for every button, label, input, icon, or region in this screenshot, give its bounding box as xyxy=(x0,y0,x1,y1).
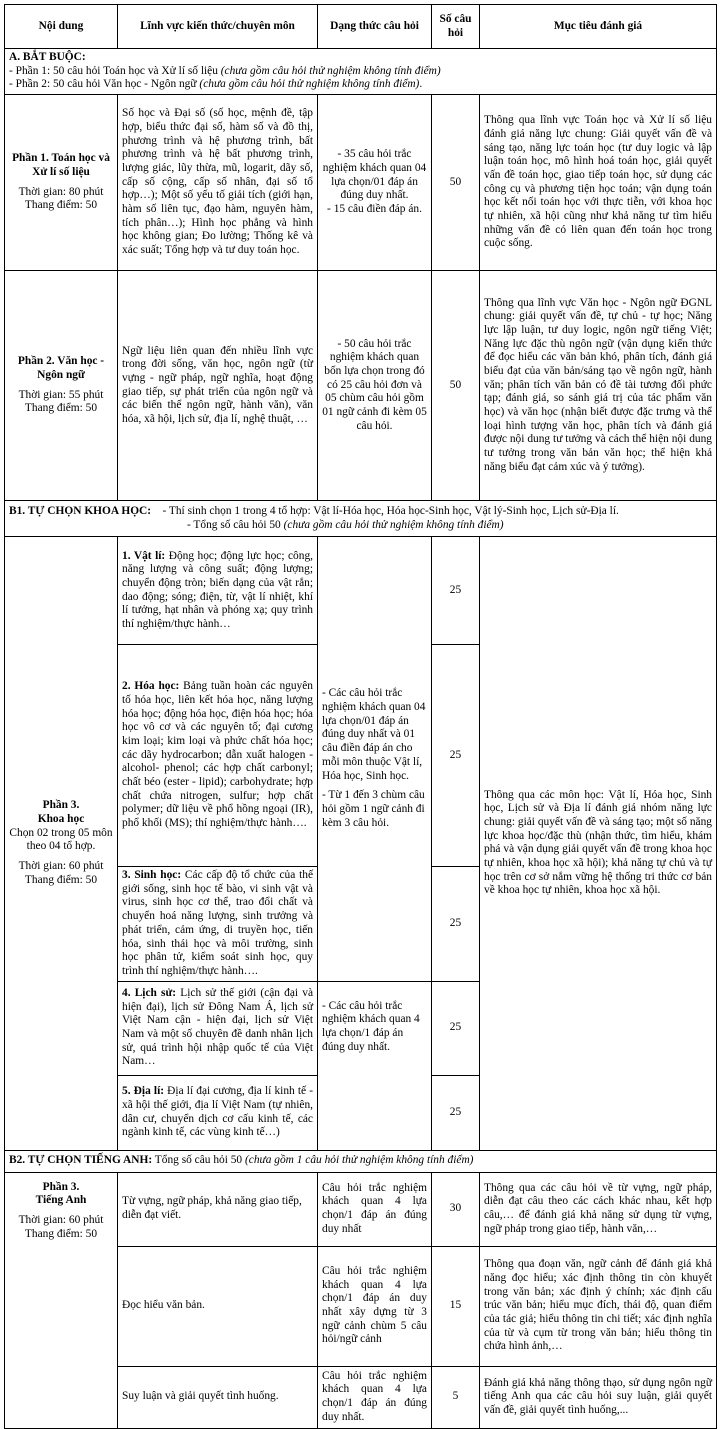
part-3-english-time: Thời gian: 60 phút xyxy=(18,1213,104,1226)
english-vocab-row xyxy=(5,1172,717,1246)
subject-physics-count: 25 xyxy=(432,537,480,645)
section-a-line-2-note: (chưa gồm câu hỏi thử nghiệm không tính điểm) xyxy=(199,78,420,91)
header-goal: Mục tiêu đánh giá xyxy=(480,5,717,49)
subject-geography xyxy=(118,1075,318,1150)
part-1-format-1: - 35 câu hỏi trắc nghiệm khách quan 04 lựa chọn/01 đáp án đúng duy nhất. xyxy=(322,148,427,202)
section-a-row xyxy=(5,49,717,95)
part-1-format-2: - 15 câu điền đáp án. xyxy=(327,203,422,216)
section-b1-cell xyxy=(5,501,717,537)
header-field: Lĩnh vực kiến thức/chuyên môn xyxy=(118,5,318,49)
section-a-cell xyxy=(5,49,717,95)
part-1-title: Phần 1. Toán học và Xử lí số liệu xyxy=(12,152,110,178)
part-2-goal: Thông qua lĩnh vực Văn học - Ngôn ngữ ĐGNL chung: giải quyết vấn đề, tự chủ - tự học; Năng lực lập luận, tư duy logic, ngôn ngữ tiếng Việt; Năng lực đặc thù ngôn ngữ (vận dụng kiến thức để đọc hiểu các văn bản khó, phân tích, đánh giá biểu đạt của văn bản/sáng tạo về ngôn ngữ, hành văn; phân tích văn bản có đề tài tương đối phức tạp; đánh giá, so sánh giá trị của tác phẩm văn học) và văn học (nhận biết được đặc trưng và thể loại hình tượng văn học, phân tích và đánh giá được nội dung tư tưởng và cách thể hiện nội dung tư tưởng trong văn bản văn học; thể hiện khả năng biểu đạt cảm xúc và ý tưởng). xyxy=(480,271,717,501)
section-a-line-1-text: - Phần 1: 50 câu hỏi Toán học và Xử lí số liệu xyxy=(9,64,221,77)
section-a-title: A. BẮT BUỘC: xyxy=(9,51,86,63)
part-2-title: Phần 2. Văn học - Ngôn ngữ xyxy=(17,355,105,381)
part-3-physics-row xyxy=(5,537,717,645)
part-1-format xyxy=(318,95,432,271)
subject-biology xyxy=(118,867,318,982)
english-vocab-goal: Thông qua các câu hỏi về từ vựng, ngữ pháp, diễn đạt câu theo các cách khác nhau, kết hợp câu,… để đánh giá khả năng sử dụng từ vựng, ngữ pháp trong giao tiếp, hành văn,… xyxy=(480,1172,717,1246)
part-3-choose: Chọn 02 trong 05 môn theo 04 tổ hợp. xyxy=(9,826,113,853)
english-vocab-format: Câu hỏi trắc nghiệm khách quan 4 lựa chọn/1 đáp án đúng duy nhất xyxy=(318,1172,432,1246)
part-3-english-content xyxy=(5,1172,118,1428)
subject-chemistry-text: Bảng tuần hoàn các nguyên tố hóa học, liên kết hóa học, năng lượng hóa học; động hóa học, điện hóa học; hóa học vô cơ và các nguyên tố; đại cương kim loại; kim loại và phức chất hóa học; các dãy hydrocarbon; dẫn xuất halogen - alcohol- phenol; các hợp chất carbonyl; chất béo (ester - lipid); carbohydrate; hợp chất chứa nitrogen, sulfur; hợp chất polymer; dữ liệu về phổ hồng ngoại (IR), phổ khối (MS); thí nghiệm/thực hành…. xyxy=(122,680,313,830)
subject-geography-text: Địa lí đại cương, địa lí kinh tế - xã hội thế giới, địa lí Việt Nam (tự nhiên, dân cư, chuyển dịch cơ cấu kinh tế, các ngành kinh tế, các vùng kinh tế…) xyxy=(122,1085,314,1139)
subject-biology-tag: 3. Sinh học: xyxy=(122,869,182,882)
part-3-goal: Thông qua các môn học: Vật lí, Hóa học, Sinh học, Lịch sử và Địa lí đánh giá nhóm năng lực chung: giải quyết vấn đề và sáng tạo; một số năng lực khoa học/đặc thù (nhận thức, tìm hiểu, khám phá và vận dụng giải quyết vấn đề trong khoa học tự nhiên, khoa học xã hội); khả năng tự chủ và tự học trên cơ sở nắm vững hệ thống tri thức cơ bản về khoa học tự nhiên, khoa học xã hội. xyxy=(480,537,717,1151)
subject-chemistry-tag: 2. Hóa học: xyxy=(122,680,180,693)
english-vocab-count: 30 xyxy=(432,1172,480,1246)
section-b2-total: Tổng số câu hỏi 50 xyxy=(152,1154,245,1167)
part-3-title-2: Khoa học xyxy=(37,812,85,825)
section-a-line-1-note: (chưa gồm câu hỏi thử nghiệm không tính điểm) xyxy=(220,64,441,77)
subject-biology-text: Các cấp độ tổ chức của thế giới sống, sinh học tế bào, vi sinh vật và virus, sinh học cơ thể, trao đổi chất và chuyển hoá năng lượng, sinh trưởng và phát triển, cảm ứng, di truyền học, tiến hóa, sinh thái học và môi trường, sinh học phân tử, kiểm soát sinh học, quy trình thí nghiệm/thực hành…. xyxy=(122,869,313,977)
section-a-line-1 xyxy=(9,65,712,79)
english-reading-field: Đọc hiểu văn bản. xyxy=(118,1246,318,1366)
part-1-goal: Thông qua lĩnh vực Toán học và Xử lí số liệu đánh giá năng lực chung: Giải quyết vấn đề và sáng tạo, năng lực toán học (tư duy logic và lập luận toán học, mô hình hoá toán học, giải quyết vấn đề toán học, giao tiếp toán học, sử dụng các công cụ và phương tiện học toán; vận dụng toán học kết nối toán học với thực tiễn, với khoa học tự nhiên, xã hội cũng như khả năng tư tìm hiểu những vấn đề có liên quan đến toán học trong cuộc sống. xyxy=(480,95,717,271)
header-content: Nội dung xyxy=(5,5,118,49)
subject-biology-count: 25 xyxy=(432,867,480,982)
subject-history xyxy=(118,981,318,1075)
subject-history-text: Lịch sử thế giới (cận đại và hiện đại), lịch sử Đông Nam Á, lịch sử Việt Nam cận - hiện đại, lịch sử Việt Nam và một số chuyên đề danh nhân lịch sử, quá trình hội nhập quốc tế của Việt Nam… xyxy=(122,987,314,1068)
part-1-field: Số học và Đại số (số học, mệnh đề, tập hợp, biểu thức đại số, hàm số và đồ thị, phương trình và hệ phương trình, bất phương trình và hệ bất phương trình, lượng giác, lũy thừa, mũ, logarit, dãy số, cấp số cộng, cấp số nhân, đại số tổ hợp…); Một số yếu tố giải tích (giới hạn, hàm số liên tục, đạo hàm, nguyên hàm, tích phân…); Hình học phẳng và hình học không gian; Đo lường; Thống kê và xác suất; Tổng hợp và tư duy toán học. xyxy=(118,95,318,271)
section-a-line-2 xyxy=(9,78,712,92)
part-3-score: Thang điểm: 50 xyxy=(24,873,98,886)
part-2-format: - 50 câu hỏi trắc nghiệm khách quan bốn lựa chọn trong đó có 25 câu hỏi đơn và 05 chùm câu hỏi gồm 01 ngữ cảnh đi kèm 05 câu hỏi. xyxy=(318,271,432,501)
subject-chemistry-count: 25 xyxy=(432,645,480,867)
part-2-count: 50 xyxy=(432,271,480,501)
section-b1-choice: - Thí sinh chọn 1 trong 4 tổ hợp: Vật lí-Hóa học, Hóa học-Sinh học, Vật lý-Sinh học, Lịch sử-Địa lí. xyxy=(162,504,619,517)
part-1-content xyxy=(5,95,118,271)
english-reasoning-field: Suy luận và giải quyết tình huống. xyxy=(118,1366,318,1428)
section-b1-note: (chưa gồm câu hỏi thử nghiệm không tính điểm) xyxy=(283,518,504,531)
table-header-row xyxy=(5,5,717,49)
english-reasoning-goal: Đánh giá khả năng thông thạo, sử dụng ngôn ngữ tiếng Anh qua các câu hỏi suy luận, giải quyết vấn đề, giải quyết tình huống,... xyxy=(480,1366,717,1428)
english-vocab-field: Từ vựng, ngữ pháp, khả năng giao tiếp, diễn đạt viết. xyxy=(118,1172,318,1246)
subject-geography-count: 25 xyxy=(432,1075,480,1150)
section-b1-title: B1. TỰ CHỌN KHOA HỌC: xyxy=(9,504,152,517)
english-reading-goal: Thông qua đoạn văn, ngữ cảnh để đánh giá khả năng đọc hiểu; xác định thông tin còn khuyết trong văn bản; xác định ý chính; xác định cấu trúc văn bản; hiểu mục đích, thái độ, quan điểm của tác giả; hiểu thông tin chi tiết; xác định nghĩa của từ và cụm từ trong văn bản; hiểu thông tin chứa hình ảnh,… xyxy=(480,1246,717,1366)
part-1-time: Thời gian: 80 phút xyxy=(18,185,104,198)
part-3-content xyxy=(5,537,118,1151)
part-3-time: Thời gian: 60 phút xyxy=(18,860,104,872)
section-b1-line-1 xyxy=(9,505,712,519)
part-3-english-score: Thang điểm: 50 xyxy=(24,1227,98,1240)
subject-physics xyxy=(118,537,318,645)
part-3-english-title-1: Phần 3. xyxy=(42,1180,80,1193)
section-b2-note: (chưa gồm 1 câu hỏi thử nghiệm không tính điểm) xyxy=(244,1154,474,1167)
exam-structure-document xyxy=(4,4,716,1429)
section-a-line-2-text: - Phần 2: 50 câu hỏi Văn học - Ngôn ngữ xyxy=(9,78,200,91)
english-reading-format: Câu hỏi trắc nghiệm khách quan 4 lựa chọn/1 đáp án duy nhất xây dựng từ 3 ngữ cảnh chùm 5 câu hỏi/ngữ cảnh xyxy=(318,1246,432,1366)
section-b2-title: B2. TỰ CHỌN TIẾNG ANH: xyxy=(9,1154,153,1167)
subject-history-tag: 4. Lịch sử: xyxy=(122,987,177,999)
section-b2-row xyxy=(5,1150,717,1172)
part-2-score: Thang điểm: 50 xyxy=(24,402,98,415)
section-b1-row xyxy=(5,501,717,537)
subject-history-count: 25 xyxy=(432,981,480,1075)
part-1-count: 50 xyxy=(432,95,480,271)
part-3-title-1: Phần 3. xyxy=(42,799,80,812)
subject-physics-text: Động học; động lực học; công, năng lượng và công suất; động lượng; chuyển động tròn; biến dạng của vật rắn; dao động; sóng; điện, từ, vật lí nhiệt, khí lí tưởng, hạt nhân và phóng xạ; quy trình thí nghiệm/thực hành… xyxy=(122,549,313,630)
section-b1-total: - Tổng số câu hỏi 50 xyxy=(187,518,284,531)
part-3-science-format-2: - Từ 1 đến 3 chùm câu hỏi gồm 1 ngữ cảnh đi kèm 3 câu hỏi. xyxy=(322,789,425,829)
part-3-english-title-2: Tiếng Anh xyxy=(35,1194,87,1207)
part-2-content xyxy=(5,271,118,501)
part-2-time: Thời gian: 55 phút xyxy=(18,388,104,401)
part-2-row xyxy=(5,271,717,501)
header-format: Dạng thức câu hỏi xyxy=(318,5,432,49)
part-3-science-format xyxy=(318,537,432,982)
subject-physics-tag: 1. Vật lí: xyxy=(122,549,166,562)
english-reasoning-count: 5 xyxy=(432,1366,480,1428)
section-a-line-2-end: . xyxy=(419,78,423,91)
part-3-science-format-1: - Các câu hỏi trắc nghiệm khách quan 04 lựa chọn/01 đáp án đúng duy nhất và 01 câu điền đáp án cho mỗi môn thuộc Vật lí, Hóa học, Sinh học. xyxy=(322,687,426,782)
section-b1-line-2 xyxy=(9,519,712,533)
part-1-score: Thang điểm: 50 xyxy=(24,199,98,212)
section-b2-cell xyxy=(5,1150,717,1172)
english-reasoning-format: Câu hỏi trắc nghiệm khách quan 4 lựa chọn/1 đáp án đúng duy nhất. xyxy=(318,1366,432,1428)
english-reading-count: 15 xyxy=(432,1246,480,1366)
exam-structure-table xyxy=(4,4,717,1429)
part-1-row xyxy=(5,95,717,271)
part-3-social-format: - Các câu hỏi trắc nghiệm khách quan 4 lựa chọn/1 đáp án đúng duy nhất. xyxy=(318,981,432,1150)
part-2-field: Ngữ liệu liên quan đến nhiều lĩnh vực trong đời sống, văn học, ngôn ngữ (từ vựng - ngữ pháp, ngữ nghĩa, hoạt động giao tiếp, sự phát triển của ngôn ngữ và các biến thể ngôn ngữ, hành văn), văn hóa, xã hội, lịch sử, địa lí, nghệ thuật, … xyxy=(118,271,318,501)
subject-chemistry xyxy=(118,645,318,867)
subject-geography-tag: 5. Địa lí: xyxy=(122,1085,165,1098)
header-count: Số câu hỏi xyxy=(432,5,480,49)
